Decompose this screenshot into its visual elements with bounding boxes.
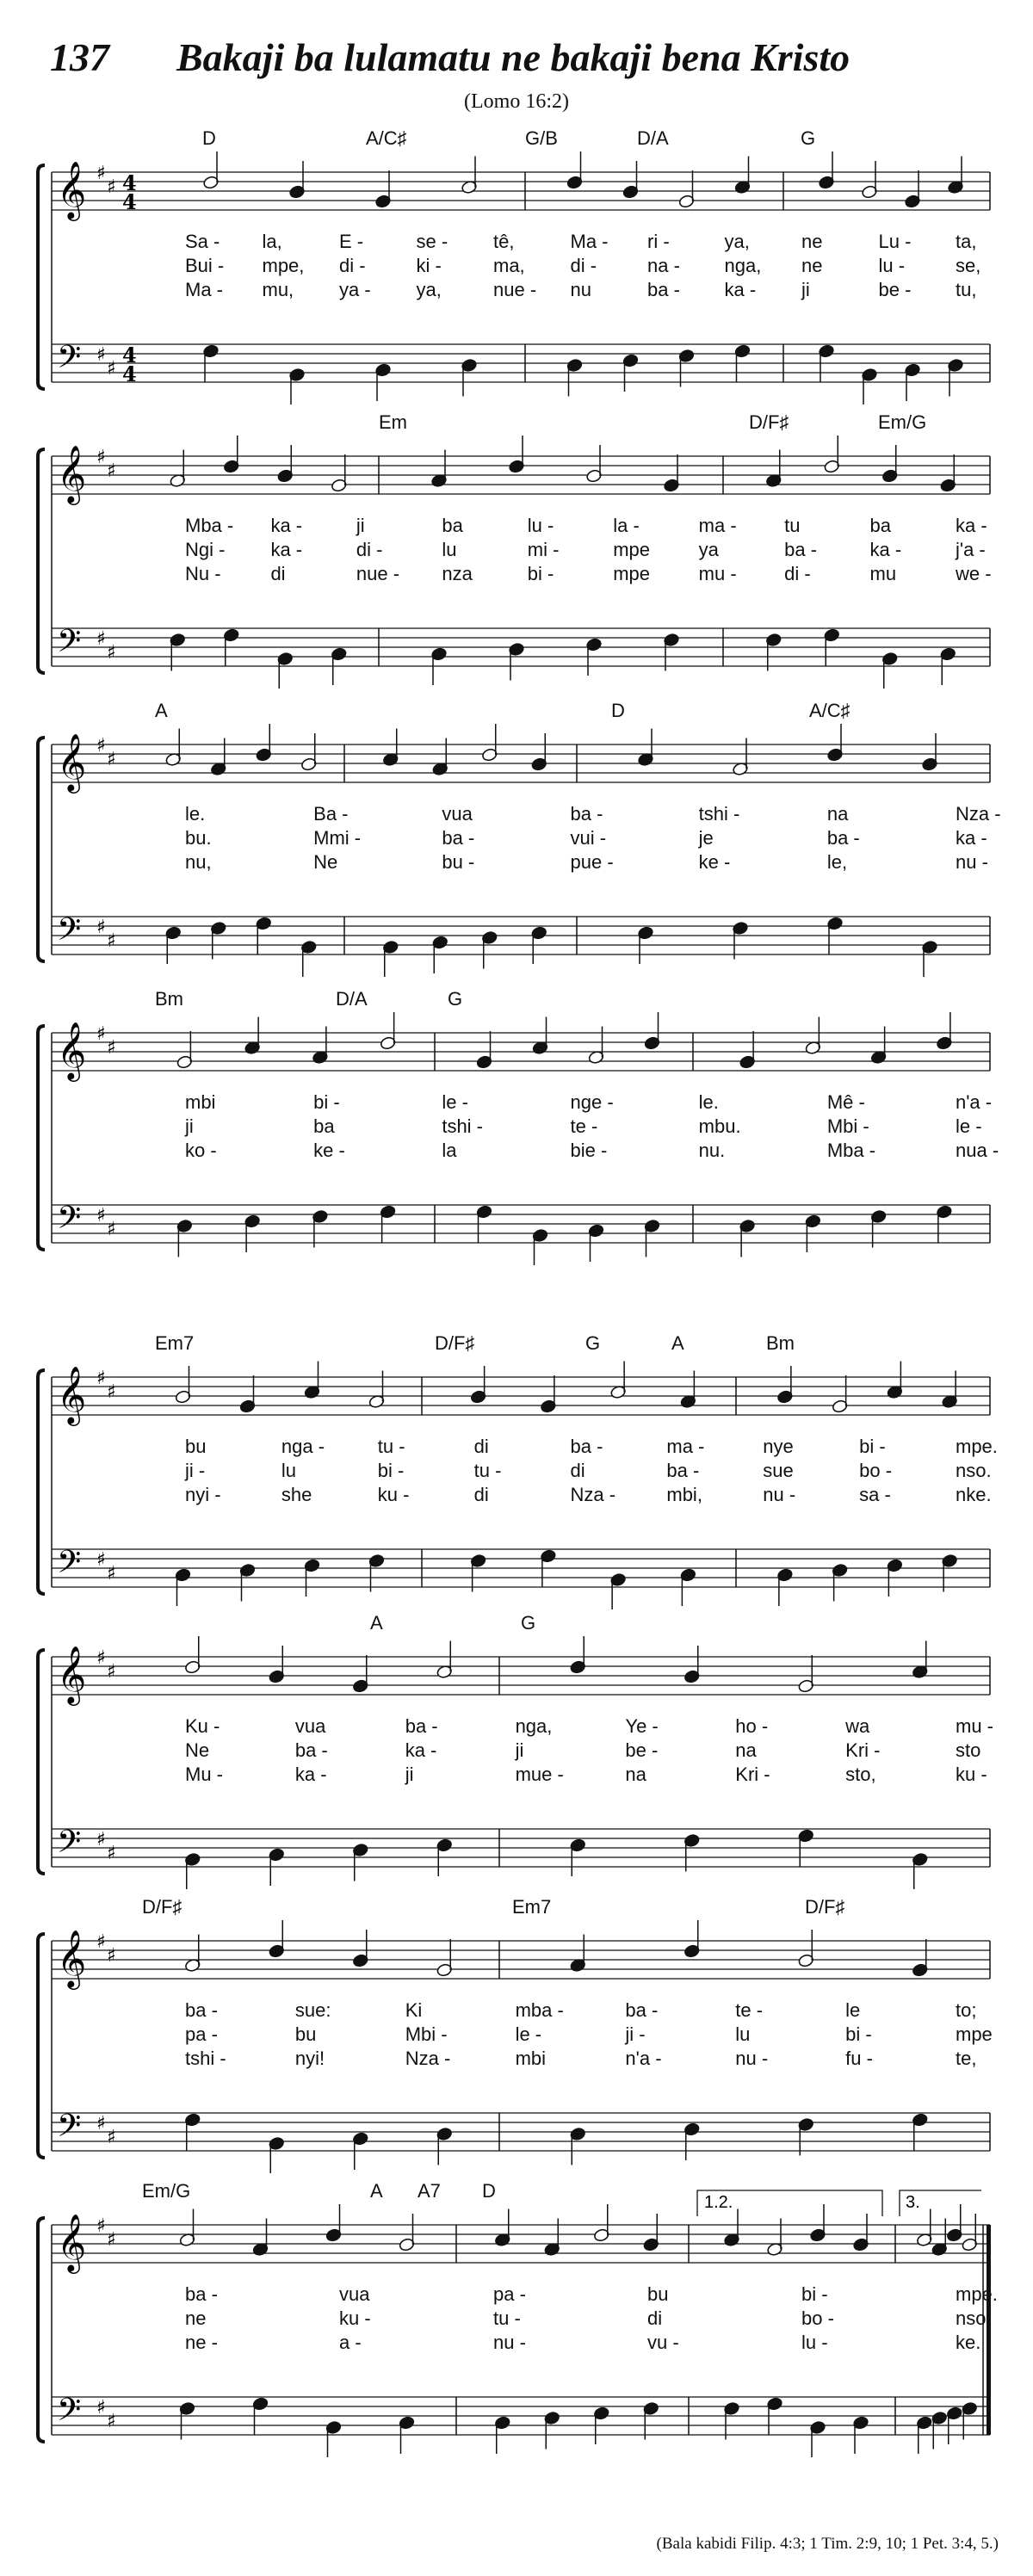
hymn-title: Bakaji ba lulamatu ne bakaji bena Kristo xyxy=(176,35,851,79)
lyric-syllable: nue - xyxy=(493,279,537,300)
lyric-syllable: ma - xyxy=(698,515,737,536)
lyric-syllable: bu - xyxy=(442,851,475,873)
bass-clef-icon: 𝄢 xyxy=(57,1544,82,1588)
lyric-syllable: ne - xyxy=(185,2332,218,2353)
lyric-syllable: Mba - xyxy=(826,1140,876,1161)
lyric-syllable: di xyxy=(570,1460,585,1481)
lyric-syllable: ka - xyxy=(270,515,303,536)
svg-text:♯: ♯ xyxy=(107,930,116,952)
lyric-syllable: ko - xyxy=(185,1140,217,1161)
svg-text:♯: ♯ xyxy=(96,1549,106,1571)
hymn-header xyxy=(0,0,1033,120)
lyric-syllable: ba - xyxy=(570,1436,603,1457)
lyric-syllable: lu - xyxy=(801,2332,828,2353)
lyric-syllable: mpe xyxy=(613,539,651,560)
lyric-syllable: di xyxy=(270,563,286,584)
lyric-syllable: ke - xyxy=(313,1140,345,1161)
staff-lines xyxy=(34,701,1007,977)
lyric-syllable: di xyxy=(473,1436,489,1457)
lyric-syllable: na - xyxy=(647,255,680,276)
treble-clef-icon: 𝄞 xyxy=(57,732,87,791)
chord-symbol: Em/G xyxy=(142,2180,191,2202)
lyric-syllable: le - xyxy=(442,1091,468,1113)
lyric-syllable: mbi xyxy=(185,1091,216,1113)
lyric-syllable: bi - xyxy=(527,563,554,584)
lyric-syllable: nua - xyxy=(956,1140,999,1161)
lyric-syllable: mbi xyxy=(515,2048,547,2069)
chord-symbol: A xyxy=(370,1612,383,1634)
lyric-syllable: Nza - xyxy=(405,2048,451,2069)
lyric-syllable: le xyxy=(845,1999,861,2021)
lyric-syllable: lu - xyxy=(527,515,554,536)
chord-symbol: A7 xyxy=(418,2180,441,2202)
lyric-syllable: nyi - xyxy=(185,1484,221,1505)
svg-text:♯: ♯ xyxy=(96,344,106,366)
lyric-syllable: nyi! xyxy=(294,2048,325,2069)
bass-clef-icon: 𝄢 xyxy=(57,911,82,955)
lyric-syllable: vua xyxy=(294,1715,326,1737)
staff-lines xyxy=(34,2182,1007,2457)
lyric-syllable: ji xyxy=(356,515,365,536)
chord-symbol: D/F♯ xyxy=(749,411,789,433)
score-system-4 xyxy=(34,990,1007,1265)
lyric-syllable: mu - xyxy=(956,1715,993,1737)
lyric-syllable: mpe. xyxy=(956,2283,998,2305)
lyric-syllable: ba xyxy=(442,515,463,536)
chord-symbol: A xyxy=(370,2180,383,2202)
lyric-syllable: na xyxy=(625,1764,646,1785)
lyric-syllable: nso. xyxy=(956,1460,992,1481)
lyric-syllable: nge - xyxy=(570,1091,614,1113)
chord-symbol: D xyxy=(611,700,625,721)
hymn-number: 137 xyxy=(50,35,109,79)
lyric-syllable: bu xyxy=(185,1436,207,1457)
svg-text:♯: ♯ xyxy=(96,1647,106,1669)
lyric-syllable: bi - xyxy=(845,2023,872,2045)
lyric-syllable: nga, xyxy=(515,1715,553,1737)
lyric-syllable: ji xyxy=(185,1115,194,1137)
lyric-syllable: bi - xyxy=(859,1436,886,1457)
svg-text:♯: ♯ xyxy=(96,1205,106,1226)
lyric-syllable: tshi - xyxy=(442,1115,484,1137)
svg-text:♯: ♯ xyxy=(96,917,106,938)
score-system-1 xyxy=(34,129,1007,405)
chord-symbol: Bm xyxy=(155,988,183,1010)
treble-clef-icon: 𝄞 xyxy=(57,2213,87,2271)
treble-clef-icon: 𝄞 xyxy=(57,1365,87,1424)
svg-text:♯: ♯ xyxy=(107,642,116,664)
lyric-syllable: ba - xyxy=(826,827,860,849)
lyric-syllable: je xyxy=(698,827,714,849)
lyric-syllable: le - xyxy=(515,2023,542,2045)
lyric-syllable: lu xyxy=(735,2023,751,2045)
lyric-syllable: ba - xyxy=(294,1739,328,1761)
lyric-syllable: Nza - xyxy=(570,1484,616,1505)
lyric-syllable: Mê - xyxy=(826,1091,865,1113)
lyric-syllable: ho - xyxy=(735,1715,769,1737)
lyric-syllable: tshi - xyxy=(698,803,740,825)
lyric-syllable: Mu - xyxy=(185,1764,223,1785)
lyric-syllable: ba - xyxy=(647,279,680,300)
svg-text:♯: ♯ xyxy=(96,735,106,757)
chord-symbol: D/A xyxy=(336,988,368,1010)
lyric-syllable: mu xyxy=(869,563,897,584)
lyric-syllable: ku - xyxy=(339,2307,371,2329)
lyric-syllable: Ye - xyxy=(625,1715,659,1737)
lyric-syllable: ba xyxy=(313,1115,335,1137)
lyric-syllable: vui - xyxy=(570,827,607,849)
lyric-syllable: j'a - xyxy=(956,539,986,560)
chord-symbol: G xyxy=(801,127,816,149)
lyric-syllable: se - xyxy=(416,231,448,252)
lyric-syllable: ya xyxy=(698,539,719,560)
lyric-syllable: di - xyxy=(784,563,811,584)
lyric-syllable: ba - xyxy=(625,1999,659,2021)
lyric-syllable: tu - xyxy=(493,2307,521,2329)
svg-text:♯: ♯ xyxy=(96,1368,106,1389)
lyric-syllable: tu - xyxy=(377,1436,405,1457)
lyric-syllable: lu xyxy=(281,1460,296,1481)
chord-symbol: A/C♯ xyxy=(366,127,407,149)
svg-text:♯: ♯ xyxy=(107,176,116,198)
chord-symbol: G xyxy=(521,1612,536,1634)
lyric-syllable: mpe. xyxy=(956,1436,998,1457)
chord-symbol: G xyxy=(448,988,463,1010)
lyric-syllable: sue xyxy=(763,1460,794,1481)
svg-text:♯: ♯ xyxy=(96,163,106,184)
lyric-syllable: Ma - xyxy=(185,279,223,300)
lyric-syllable: fu - xyxy=(845,2048,873,2069)
lyric-syllable: Ki xyxy=(405,1999,423,2021)
lyric-syllable: Kri - xyxy=(735,1764,770,1785)
lyric-syllable: ku - xyxy=(956,1764,987,1785)
lyric-syllable: tshi - xyxy=(185,2048,226,2069)
lyric-syllable: tu xyxy=(784,515,801,536)
svg-text:♯: ♯ xyxy=(96,1829,106,1850)
lyric-syllable: le. xyxy=(185,803,206,825)
lyric-syllable: Lu - xyxy=(878,231,912,252)
lyric-syllable: n'a - xyxy=(956,1091,993,1113)
lyric-syllable: ke. xyxy=(956,2332,981,2353)
lyric-syllable: E - xyxy=(339,231,364,252)
bass-clef-icon: 𝄢 xyxy=(57,1200,82,1244)
bass-clef-icon: 𝄢 xyxy=(57,2392,82,2436)
lyric-syllable: te - xyxy=(570,1115,598,1137)
lyric-syllable: te - xyxy=(735,1999,764,2021)
svg-text:♯: ♯ xyxy=(96,2215,106,2237)
lyric-syllable: Nza - xyxy=(956,803,1001,825)
bass-clef-icon: 𝄢 xyxy=(57,1824,82,1868)
lyric-syllable: ji - xyxy=(625,2023,646,2045)
lyric-syllable: lu - xyxy=(878,255,906,276)
lyric-syllable: bi - xyxy=(313,1091,340,1113)
lyric-syllable: mu, xyxy=(262,279,294,300)
lyric-syllable: bu xyxy=(647,2283,669,2305)
svg-text:4: 4 xyxy=(122,170,137,195)
treble-clef-icon: 𝄞 xyxy=(57,1021,87,1079)
bass-clef-icon: 𝄢 xyxy=(57,2108,82,2152)
lyric-syllable: ka - xyxy=(405,1739,437,1761)
lyric-syllable: ka - xyxy=(270,539,303,560)
lyric-syllable: ka - xyxy=(294,1764,327,1785)
lyric-syllable: ba - xyxy=(570,803,603,825)
lyric-syllable: sue: xyxy=(294,1999,331,2021)
lyric-syllable: te, xyxy=(956,2048,977,2069)
lyric-syllable: na xyxy=(735,1739,757,1761)
chord-symbol: A xyxy=(671,1332,684,1354)
chord-symbol: G xyxy=(585,1332,601,1354)
lyric-syllable: le, xyxy=(826,851,848,873)
lyric-syllable: ne xyxy=(801,231,823,252)
lyric-syllable: nso. xyxy=(956,2307,992,2329)
svg-text:♯: ♯ xyxy=(107,1563,116,1585)
lyric-syllable: nu. xyxy=(698,1140,726,1161)
lyric-syllable: vua xyxy=(442,803,473,825)
chord-symbol: A/C♯ xyxy=(809,700,851,721)
lyric-syllable: ba xyxy=(869,515,892,536)
treble-clef-icon: 𝄞 xyxy=(57,160,87,219)
lyric-syllable: mpe xyxy=(613,563,651,584)
svg-text:♯: ♯ xyxy=(96,1931,106,1953)
svg-text:♯: ♯ xyxy=(107,1219,116,1240)
lyric-syllable: bi - xyxy=(801,2283,828,2305)
lyric-syllable: mpe xyxy=(956,2023,993,2045)
lyric-syllable: ku - xyxy=(377,1484,410,1505)
lyric-syllable: nu - xyxy=(763,1484,796,1505)
lyric-syllable: nu xyxy=(570,279,591,300)
lyric-syllable: Ku - xyxy=(185,1715,220,1737)
chord-symbol: Bm xyxy=(766,1332,795,1354)
lyric-syllable: tê, xyxy=(493,231,515,252)
lyric-syllable: di xyxy=(647,2307,663,2329)
lyric-syllable: nza xyxy=(442,563,473,584)
svg-text:♯: ♯ xyxy=(107,2411,116,2432)
svg-text:4: 4 xyxy=(122,343,137,368)
lyric-syllable: nga, xyxy=(724,255,762,276)
lyric-syllable: Mbi - xyxy=(405,2023,448,2045)
scripture-reference: (Lomo 16:2) xyxy=(464,90,569,113)
lyric-syllable: ne xyxy=(801,255,823,276)
svg-text:♯: ♯ xyxy=(107,1037,116,1059)
score-system-2 xyxy=(34,413,1007,689)
lyric-syllable: ma - xyxy=(666,1436,705,1457)
score-system-5 xyxy=(34,1334,1007,1609)
chord-symbol: G/B xyxy=(525,127,558,149)
lyric-syllable: Bui - xyxy=(185,255,225,276)
svg-text:♯: ♯ xyxy=(107,1843,116,1864)
lyric-syllable: le - xyxy=(956,1115,982,1137)
chord-symbol: A xyxy=(155,700,168,721)
lyric-syllable: mi - xyxy=(527,539,560,560)
svg-text:♯: ♯ xyxy=(107,1381,116,1403)
lyric-syllable: Ba - xyxy=(313,803,349,825)
lyric-syllable: vu - xyxy=(647,2332,679,2353)
lyric-syllable: sa - xyxy=(859,1484,891,1505)
lyric-syllable: se, xyxy=(956,255,981,276)
lyric-syllable: ka - xyxy=(869,539,902,560)
lyric-syllable: we - xyxy=(956,563,992,584)
bass-clef-icon: 𝄢 xyxy=(57,623,82,667)
lyric-syllable: di xyxy=(473,1484,489,1505)
lyric-syllable: lu xyxy=(442,539,457,560)
lyric-syllable: ya, xyxy=(724,231,750,252)
lyric-syllable: pa - xyxy=(185,2023,218,2045)
lyric-syllable: nye xyxy=(763,1436,794,1457)
chord-symbol: D/A xyxy=(637,127,669,149)
lyric-syllable: la - xyxy=(613,515,640,536)
lyric-syllable: ba - xyxy=(442,827,475,849)
lyric-syllable: ka - xyxy=(956,827,987,849)
lyric-syllable: nue - xyxy=(356,563,400,584)
lyric-syllable: wa xyxy=(845,1715,870,1737)
chord-symbol: Em xyxy=(379,411,407,433)
lyric-syllable: nke. xyxy=(956,1484,992,1505)
lyric-syllable: be - xyxy=(878,279,912,300)
lyric-syllable: Mbi - xyxy=(826,1115,869,1137)
lyric-syllable: bie - xyxy=(570,1140,608,1161)
svg-text:♯: ♯ xyxy=(96,1023,106,1045)
lyric-syllable: nu, xyxy=(185,851,212,873)
treble-clef-icon: 𝄞 xyxy=(57,444,87,503)
lyric-syllable: nu - xyxy=(956,851,988,873)
lyric-syllable: Nu - xyxy=(185,563,221,584)
chord-symbol: D/F♯ xyxy=(805,1896,845,1918)
score-system-7 xyxy=(34,1898,1007,2173)
svg-text:♯: ♯ xyxy=(96,2113,106,2134)
lyric-syllable: ji - xyxy=(185,1460,206,1481)
lyric-syllable: bo - xyxy=(801,2307,834,2329)
lyric-syllable: a - xyxy=(339,2332,362,2353)
svg-text:♯: ♯ xyxy=(107,460,116,482)
lyric-syllable: n'a - xyxy=(625,2048,662,2069)
svg-text:♯: ♯ xyxy=(96,447,106,468)
lyric-syllable: to; xyxy=(956,1999,977,2021)
score-system-8 xyxy=(34,2182,1007,2457)
lyric-syllable: nga - xyxy=(281,1436,325,1457)
lyric-syllable: sto xyxy=(956,1739,981,1761)
lyric-syllable: pue - xyxy=(570,851,614,873)
lyric-syllable: be - xyxy=(625,1739,659,1761)
lyric-syllable: na xyxy=(826,803,849,825)
footnote-references: (Bala kabidi Filip. 4:3; 1 Tim. 2:9, 10; 1 Pet. 3:4, 5.) xyxy=(656,2535,999,2553)
lyric-syllable: nu - xyxy=(493,2332,526,2353)
lyric-syllable: bu xyxy=(294,2023,317,2045)
lyric-syllable: mu - xyxy=(698,563,737,584)
svg-text:♯: ♯ xyxy=(107,1661,116,1683)
lyric-syllable: la xyxy=(442,1140,457,1161)
lyric-syllable: pa - xyxy=(493,2283,526,2305)
chord-symbol: D/F♯ xyxy=(142,1896,182,1918)
lyric-syllable: ba - xyxy=(405,1715,438,1737)
lyric-syllable: bo - xyxy=(859,1460,893,1481)
lyric-syllable: ba - xyxy=(185,2283,218,2305)
lyric-syllable: ri - xyxy=(647,231,670,252)
lyric-syllable: ji xyxy=(801,279,810,300)
treble-clef-icon: 𝄞 xyxy=(57,1645,87,1703)
lyric-syllable: ba - xyxy=(784,539,818,560)
lyric-syllable: Ne xyxy=(313,851,338,873)
lyric-syllable: Mba - xyxy=(185,515,234,536)
lyric-syllable: mpe, xyxy=(262,255,305,276)
lyric-syllable: bi - xyxy=(377,1460,405,1481)
svg-text:♯: ♯ xyxy=(107,358,116,380)
score-system-3 xyxy=(34,701,1007,977)
lyric-syllable: di - xyxy=(356,539,383,560)
lyric-syllable: le. xyxy=(698,1091,719,1113)
lyric-syllable: Mmi - xyxy=(313,827,362,849)
svg-text:♯: ♯ xyxy=(107,749,116,770)
lyric-syllable: tu - xyxy=(473,1460,502,1481)
chord-symbol: D xyxy=(482,2180,496,2202)
lyric-syllable: Ne xyxy=(185,1739,210,1761)
lyric-syllable: Kri - xyxy=(845,1739,881,1761)
volta-first-ending: 1.2. xyxy=(704,2193,733,2212)
lyric-syllable: ka - xyxy=(956,515,987,536)
lyric-syllable: di - xyxy=(570,255,597,276)
svg-text:♯: ♯ xyxy=(107,1945,116,1967)
lyric-syllable: sto, xyxy=(845,1764,876,1785)
lyric-syllable: ba - xyxy=(666,1460,700,1481)
chord-symbol: D/F♯ xyxy=(435,1332,475,1354)
lyric-syllable: ji xyxy=(515,1739,524,1761)
lyric-syllable: Sa - xyxy=(185,231,220,252)
lyric-syllable: Ngi - xyxy=(185,539,226,560)
svg-text:4: 4 xyxy=(122,361,137,386)
lyric-syllable: ma, xyxy=(493,255,525,276)
lyric-syllable: ke - xyxy=(698,851,731,873)
svg-text:♯: ♯ xyxy=(107,2229,116,2251)
lyric-syllable: la, xyxy=(262,231,282,252)
lyric-syllable: ne xyxy=(185,2307,207,2329)
lyric-syllable: bu. xyxy=(185,827,212,849)
volta-last-ending: 3. xyxy=(906,2193,920,2212)
lyric-syllable: nu - xyxy=(735,2048,769,2069)
svg-text:♯: ♯ xyxy=(96,2397,106,2418)
chord-symbol: Em7 xyxy=(155,1332,195,1354)
chord-symbol: Em/G xyxy=(878,411,927,433)
lyric-syllable: di - xyxy=(339,255,366,276)
lyric-syllable: tu, xyxy=(956,279,977,300)
lyric-syllable: mba - xyxy=(515,1999,564,2021)
lyric-syllable: ta, xyxy=(956,231,977,252)
lyric-syllable: ya - xyxy=(339,279,371,300)
lyric-syllable: mue - xyxy=(515,1764,564,1785)
score-system-6 xyxy=(34,1614,1007,1889)
lyric-syllable: ji xyxy=(405,1764,414,1785)
chord-symbol: Em7 xyxy=(512,1896,552,1918)
svg-text:4: 4 xyxy=(122,189,137,214)
lyric-syllable: mbu. xyxy=(698,1115,741,1137)
lyric-syllable: Ma - xyxy=(570,231,609,252)
lyric-syllable: ka - xyxy=(724,279,757,300)
lyric-syllable: ki - xyxy=(416,255,442,276)
treble-clef-icon: 𝄞 xyxy=(57,1929,87,1987)
staff-lines xyxy=(34,413,1007,689)
bass-clef-icon: 𝄢 xyxy=(57,339,82,383)
lyric-syllable: vua xyxy=(339,2283,370,2305)
lyric-syllable: ya, xyxy=(416,279,442,300)
lyric-syllable: ba - xyxy=(185,1999,218,2021)
svg-text:♯: ♯ xyxy=(96,628,106,650)
svg-text:♯: ♯ xyxy=(107,2127,116,2148)
chord-symbol: D xyxy=(202,127,216,149)
lyric-syllable: she xyxy=(281,1484,312,1505)
lyric-syllable: mbi, xyxy=(666,1484,702,1505)
